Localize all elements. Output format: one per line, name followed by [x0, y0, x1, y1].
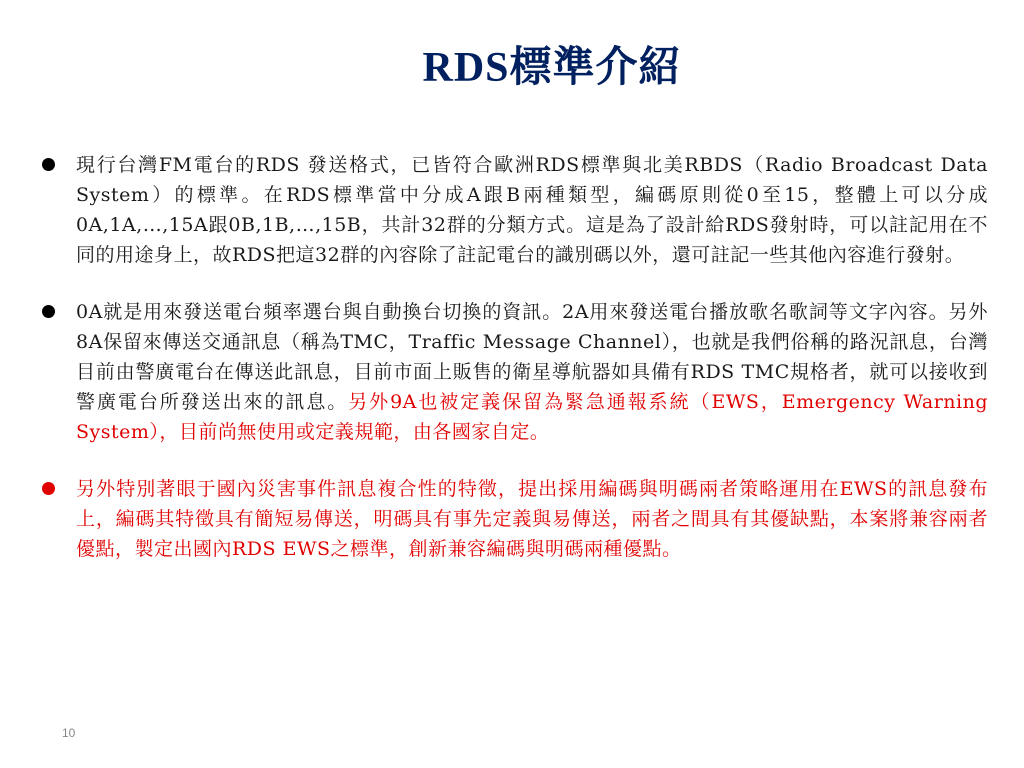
page-number: 10 [62, 726, 76, 740]
bullet-dot-icon [42, 482, 55, 495]
bullet-text: 現行台灣FM電台的RDS 發送格式，已皆符合歐洲RDS標準與北美RBDS（Radio Broadcast Data System）的標準。在RDS標準當中分成A跟B兩種類型，編碼原則從0至15，整體上可以分成0A,1A,…,15A跟0B,1B,…,15B，共計32群的分類方式。這是為了設計給RDS發射時，可以註記用在不同的用途身上，故RDS把這32群的內容除了註記電台的識別碼以外，還可註記一些其他內容進行發射。 [76, 154, 988, 266]
bullet-dot-icon [42, 305, 55, 318]
bullet-dot-icon [42, 158, 55, 171]
bullet-highlight-text: 另外9A也被定義保留為緊急通報系統（EWS，Emergency Warning System），目前尚無使用或定義規範，由各國家自定。 [76, 391, 988, 443]
slide-title [0, 34, 1024, 94]
bullet-item-group-usage [38, 297, 988, 447]
bullet-list [38, 150, 988, 564]
bullet-item-rds-format [38, 150, 988, 270]
bullet-item-ews-strategy [38, 474, 988, 564]
slide-title-text: RDS標準介紹 [422, 45, 682, 91]
bullet-text: 另外特別著眼于國內災害事件訊息複合性的特徵，提出採用編碼與明碼兩者策略運用在EWS的訊息發布上，編碼其特徵具有簡短易傳送，明碼具有事先定義與易傳送，兩者之間具有其優缺點，本案將兼容兩者優點，製定出國內RDS EWS之標準，創新兼容編碼與明碼兩種優點。 [76, 478, 988, 560]
bullet-text: 0A就是用來發送電台頻率選台與自動換台切換的資訊。2A用來發送電台播放歌名歌詞等文字內容。另外8A保留來傳送交通訊息（稱為TMC，Traffic Message Channel），也就是我們俗稱的路況訊息，台灣目前由警廣電台在傳送此訊息，目前市面上販售的衛星導航器如具備有RDS TMC規格者，就可以接收到警廣電台所發送出來的訊息。 [76, 301, 988, 413]
